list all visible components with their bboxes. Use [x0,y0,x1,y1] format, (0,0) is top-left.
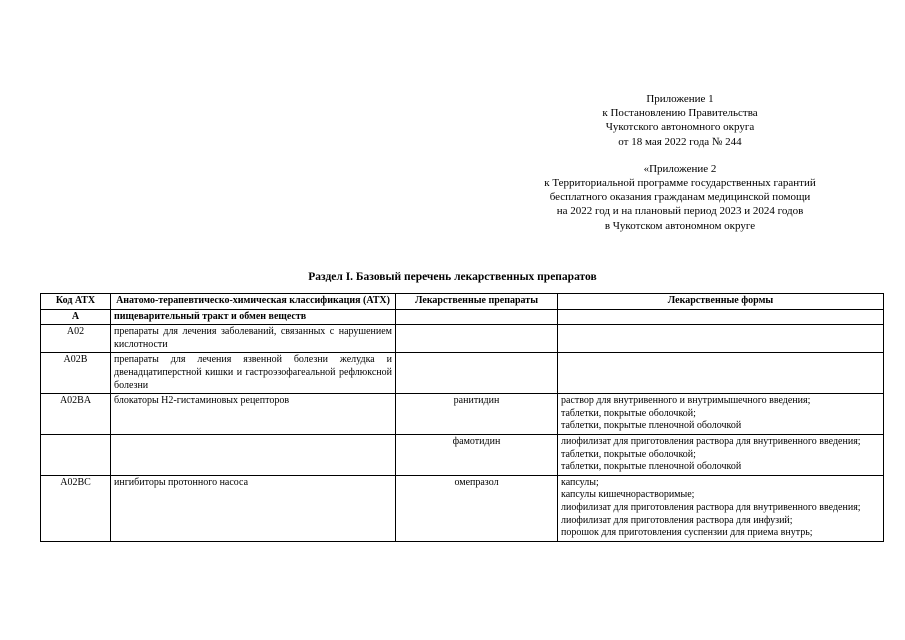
table-row [41,434,884,475]
atx-code-cell [41,434,111,475]
dosage-form-item: таблетки, покрытые пленочной оболочкой [561,461,742,473]
drug-name-cell [396,353,558,394]
dosage-forms-cell [558,434,884,475]
appendix2-line: бесплатного оказания гражданам медицинской помощи [549,191,811,204]
drug-name-cell: фамотидин [396,434,558,475]
appendix1-line: Приложение 1 [646,93,714,105]
drug-name-cell [396,309,558,325]
drug-list-table [40,293,884,542]
atx-classification-cell: пищеварительный тракт и обмен веществ [111,309,396,325]
atx-code-cell: A02 [41,325,111,353]
dosage-form-item: порошок для приготовления суспензии для приема внутрь; [561,527,813,539]
appendix1-line: от 18 мая 2022 года № 244 [618,135,742,148]
header-code: Код АТХ [41,294,111,310]
atx-classification-cell: препараты для лечения язвенной болезни желудка и двенадцатиперстной кишки и гастроэзофагеальной рефлюксной болезни [111,353,396,394]
appendix2-line: на 2022 год и на плановый период 2023 и 2024 годов [556,205,804,218]
table-body [41,309,884,541]
header-drugs: Лекарственные препараты [396,294,558,310]
atx-classification-cell: блокаторы Н2-гистаминовых рецепторов [111,394,396,435]
drug-name-cell [396,325,558,353]
dosage-form-item: таблетки, покрытые оболочкой; [561,407,696,419]
atx-code-cell: А [41,309,111,325]
dosage-form-item: лиофилизат для приготовления раствора для внутривенного введения; [561,435,861,447]
appendix2-line: в Чукотском автономном округе [604,219,756,232]
appendix1-block [520,92,840,149]
table-header-row [41,294,884,310]
dosage-forms-cell [558,325,884,353]
atx-code-cell: A02BA [41,394,111,435]
header-classification: Анатомо-терапевтическо-химическая классификация (АТХ) [111,294,396,310]
appendix2-block [520,162,840,233]
dosage-form-item: таблетки, покрытые оболочкой; [561,448,696,460]
dosage-form-item: лиофилизат для приготовления раствора для инфузий; [561,514,793,526]
drug-name-cell: ранитидин [396,394,558,435]
table-row [41,394,884,435]
document-header [520,92,840,233]
dosage-form-item: таблетки, покрытые пленочной оболочкой [561,420,742,432]
dosage-forms-cell [558,394,884,435]
atx-classification-cell: препараты для лечения заболеваний, связанных с нарушением кислотности [111,325,396,353]
table-row [41,353,884,394]
atx-classification-cell: ингибиторы протонного насоса [111,475,396,541]
appendix1-line: Чукотского автономного округа [605,121,755,134]
dosage-forms-cell [558,353,884,394]
section-title: Раздел I. Базовый перечень лекарственных препаратов [308,271,597,283]
appendix1-line: к Постановлению Правительства [602,107,758,120]
atx-code-cell: A02B [41,353,111,394]
table-row [41,325,884,353]
atx-code-cell: A02BC [41,475,111,541]
dosage-form-item: лиофилизат для приготовления раствора для внутривенного введения; [561,501,861,513]
atx-classification-cell [111,434,396,475]
dosage-form-item: капсулы; [561,476,599,488]
appendix2-line: «Приложение 2 [643,162,717,175]
header-forms: Лекарственные формы [558,294,884,310]
dosage-form-item: капсулы кишечнорастворимые; [561,489,695,501]
dosage-forms-cell [558,475,884,541]
table-row [41,309,884,325]
drug-name-cell: омепразол [396,475,558,541]
table-row [41,475,884,541]
appendix2-line: к Территориальной программе государственных гарантий [544,177,816,190]
dosage-form-item: раствор для внутривенного и внутримышечного введения; [561,395,811,407]
dosage-forms-cell [558,309,884,325]
